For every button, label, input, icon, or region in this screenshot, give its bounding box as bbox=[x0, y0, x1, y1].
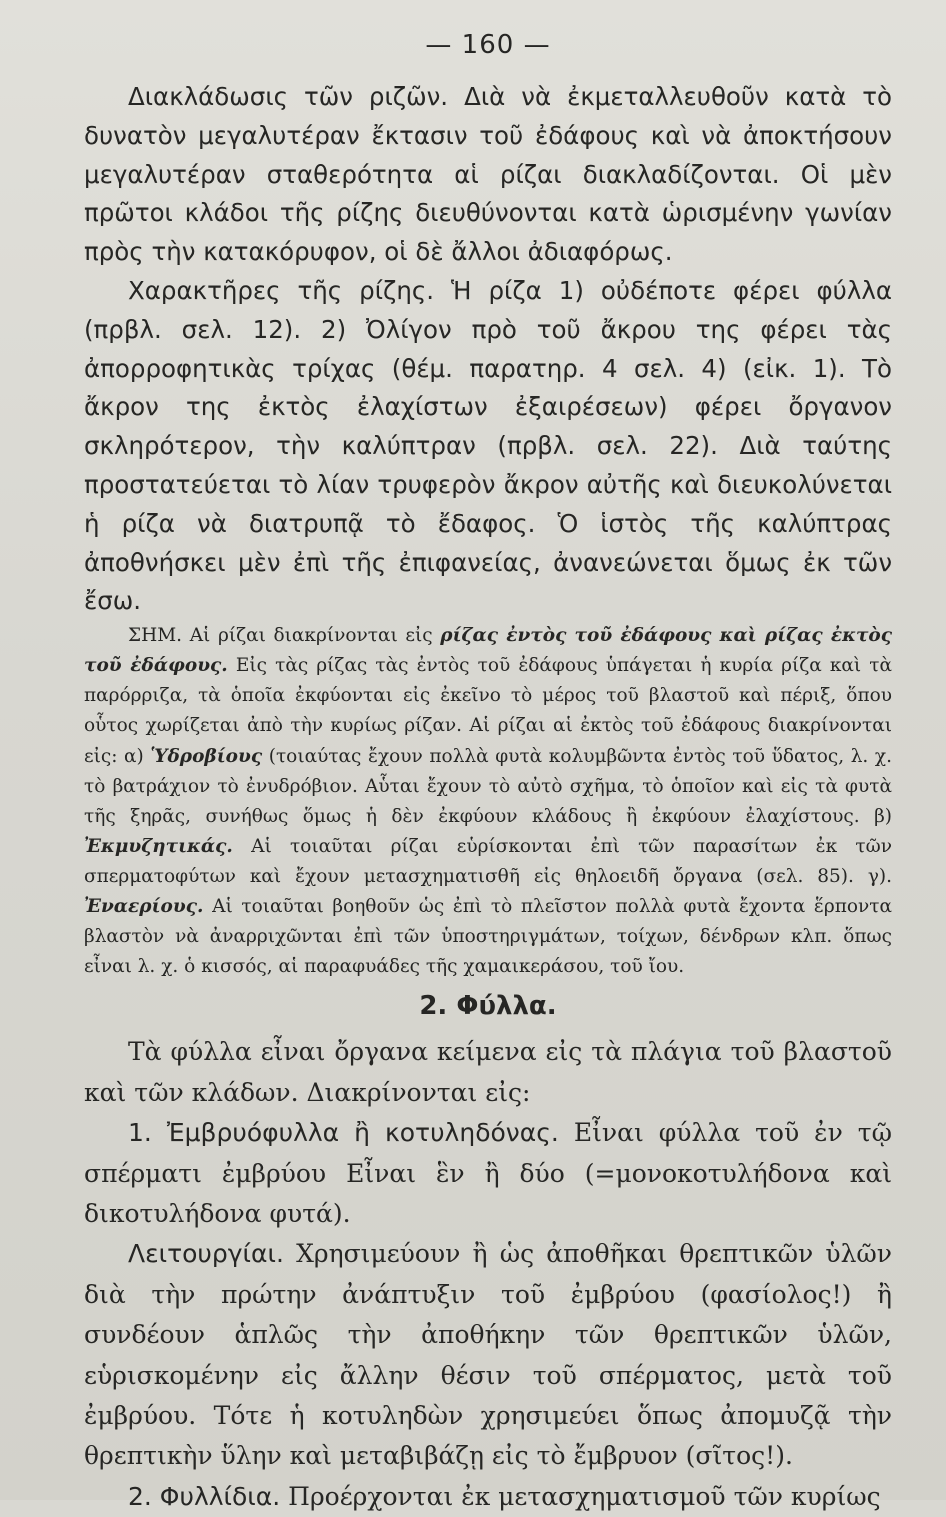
paragraph-lead: Λειτουργίαι. bbox=[128, 1239, 284, 1269]
paragraph-text: Ἡ ρίζα 1) οὐδέποτε φέρει φύλλα (πρβλ. σελ. 12). 2) Ὀλίγον πρὸ τοῦ ἄκρου της φέρει τὰς ἀπορροφητικὰς τρίχας (θέμ. παρατηρ. 4 σελ. 4) (εἰκ. 1). Τὸ ἄκρον της ἐκτὸς ἐλαχίστων ἐξαιρέσεων) φέρει ὄργανον σκληρότερον, τὴν καλύπτραν (πρβλ. σελ. 22). Διὰ ταύτης προστατεύεται τὸ λίαν τρυφερὸν ἄκρον αὐτῆς καὶ διευκολύνεται ἡ ρίζα νὰ διατρυπᾷ τὸ ἔδαφος. Ὁ ἱστὸς τῆς καλύπτρας ἀποθνήσκει μὲν ἐπὶ τῆς ἐπιφανείας, ἀνανεώνεται ὅμως ἐκ τῶν ἔσω. bbox=[84, 275, 893, 616]
paragraph-cotyledons bbox=[84, 1113, 892, 1234]
paragraph-root-characteristics bbox=[84, 272, 892, 621]
note-paragraph bbox=[84, 621, 892, 982]
note-term: Ἐναερίους. bbox=[84, 896, 204, 917]
paragraph-text: Προέρχονται ἐκ μετασχηματισμοῦ τῶν κυρίως bbox=[288, 1481, 881, 1511]
note-text: Αἱ τοιαῦται βοηθοῦν ὡς ἐπὶ τὸ πλεῖστον πολλὰ φυτὰ ἔχοντα ἕρποντα βλαστὸν νὰ ἀναρριχῶνται ἐπὶ τῶν ὑποστηριγμάτων, τοίχων, δένδρων κλπ. ὅπως εἶναι λ. χ. ὁ κισσός, αἱ παραφυάδες τῆς χαμαικεράσου, τοῦ ἴου. bbox=[84, 896, 892, 978]
note-term: ρίζας ἐντὸς τοῦ ἐδάφους καὶ ρίζας ἐκτὸς τοῦ ἐδάφους. bbox=[84, 625, 892, 677]
paragraph-leaflets bbox=[84, 1477, 892, 1517]
paragraph-leaves-intro bbox=[84, 1032, 892, 1113]
paragraph-lead: Διακλάδωσις τῶν ριζῶν. bbox=[128, 82, 449, 111]
paragraph-lead: Χαρακτῆρες τῆς ρίζης. bbox=[128, 275, 435, 305]
note-text: Εἰς τὰς ρίζας τὰς ἐντὸς τοῦ ἐδάφους ὑπάγεται ἡ κυρία ρίζα καὶ τὰ παρόρριζα, τὰ ὁποῖα ἐκφύονται εἰς ἐκεῖνο τὸ μέρος τοῦ βλαστοῦ καὶ πέριξ, ὅπου οὗτος χωρίζεται ἀπὸ τὴν κυρίως ρίζαν. Αἱ ρίζαι αἱ ἐκτὸς τοῦ ἐδάφους διακρίνονται εἰς: α) bbox=[84, 655, 892, 767]
paragraph-text: Διὰ νὰ ἐκμεταλλευθοῦν κατὰ τὸ δυνατὸν μεγαλυτέραν ἔκτασιν τοῦ ἐδάφους καὶ νὰ ἀποκτήσουν μεγαλυτέραν σταθερότητα αἱ ρίζαι διακλαδίζονται. Οἱ μὲν πρῶτοι κλάδοι τῆς ρίζης διευθύνονται κατὰ ὡρισμένην γωνίαν πρὸς τὴν κατακόρυφον, οἱ δὲ ἄλλοι ἀδιαφόρως. bbox=[84, 82, 892, 267]
paragraph-root-branching bbox=[84, 78, 892, 272]
note-term: Ὑδροβίους bbox=[150, 745, 263, 767]
paragraph-text: Τὰ φύλλα εἶναι ὄργανα κείμενα εἰς τὰ πλάγια τοῦ βλαστοῦ καὶ τῶν κλάδων. Διακρίνονται εἰς: bbox=[84, 1037, 892, 1107]
note-term: Ἐκμυζητικάς. bbox=[84, 835, 233, 857]
paragraph-lead: 1. Ἐμβρυόφυλλα ἢ κοτυληδόνας. bbox=[128, 1118, 559, 1148]
note-text: (τοιαύτας ἔχουν πολλὰ φυτὰ κολυμβῶντα ἐντὸς τοῦ ὕδατος, λ. χ. τὸ βατράχιον τὸ ἐνυδρόβιον. Αὗται ἔχουν τὸ αὐτὸ σχῆμα, τὸ ὁποῖον καὶ εἰς τὰ φυτὰ τῆς ξηρᾶς, συνήθως ὅμως ἡ δὲν ἐκφύουν κλάδους ἢ ἐκφύουν ἐλαχίστους. β) bbox=[84, 745, 893, 827]
note-text: Αἱ τοιαῦται ρίζαι εὑρίσκονται ἐπὶ τῶν παρασίτων ἐκ τῶν σπερματοφύτων καὶ ἔχουν μετασχηματισθῆ εἰς θηλοειδῆ ὄργανα (σελ. 85). γ). bbox=[84, 835, 892, 887]
paragraph-lead: 2. Φυλλίδια. bbox=[128, 1481, 281, 1511]
page-number: — 160 — bbox=[425, 30, 551, 60]
paragraph-functions bbox=[84, 1234, 892, 1476]
paragraph-text: Χρησιμεύουν ἢ ὡς ἀποθῆκαι θρεπτικῶν ὑλῶν διὰ τὴν πρώτην ἀνάπτυξιν τοῦ ἐμβρύου (φασίολος!) ἢ συνδέουν ἁπλῶς τὴν ἀποθήκην τῶν θρεπτικῶν ὑλῶν, εὑρισκομένην εἰς ἄλλην θέσιν τοῦ σπέρματος, μετὰ τοῦ ἐμβρύου. Τότε ἡ κοτυληδὼν χρησιμεύει ὅπως ἀπομυζᾷ τὴν θρεπτικὴν ὕλην καὶ μεταβιβάζῃ εἰς τὸ ἔμβρυον (σῖτος!). bbox=[84, 1239, 892, 1471]
paragraph-text: Εἶναι φύλλα τοῦ ἐν τῷ σπέρματι ἐμβρύου Εἶναι ἓν ἢ δύο (=μονοκοτυλήδονα καὶ δικοτυλήδονα φυτά). bbox=[84, 1118, 892, 1228]
section-heading: 2. Φύλλα. bbox=[419, 991, 557, 1022]
note-text: ΣΗΜ. Αἱ ρίζαι διακρίνονται εἰς bbox=[128, 625, 433, 647]
